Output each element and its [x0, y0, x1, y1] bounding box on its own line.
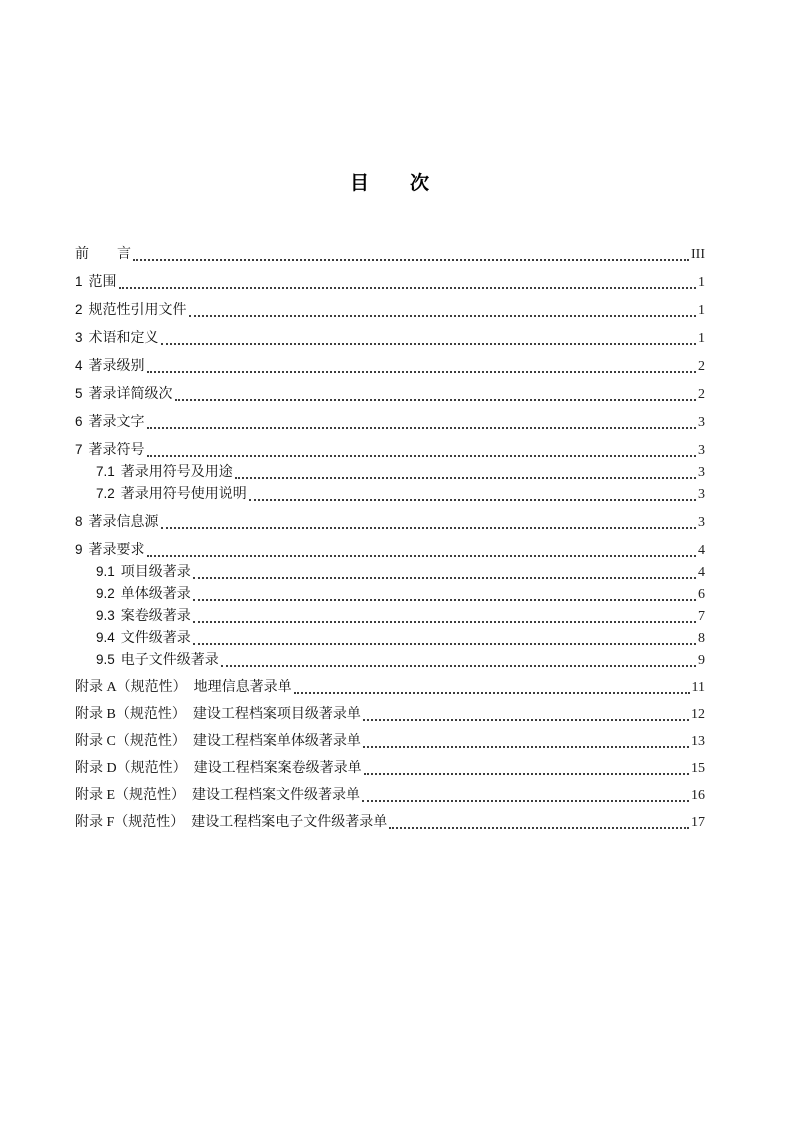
entry-label: 著录要求 [88, 543, 145, 558]
entry-page-number: 16 [691, 788, 705, 803]
toc-entry [75, 759, 705, 779]
entry-label: 项目级著录 [120, 565, 191, 580]
entry-number: 9.1 [96, 564, 115, 579]
toc-entry [75, 272, 705, 293]
entry-number: 9.2 [96, 586, 115, 601]
entry-page-number: 6 [698, 587, 705, 602]
toc-entry [75, 540, 705, 561]
entry-page-number: 3 [698, 415, 705, 430]
entry-number: 9 [75, 542, 83, 557]
entry-label: 著录文字 [88, 415, 145, 430]
toc-entry [75, 732, 705, 752]
entry-page-number: 11 [691, 680, 705, 695]
dotted-leader [133, 259, 689, 261]
toc-entry [75, 462, 705, 483]
toc-entry [75, 384, 705, 405]
entry-number: 7.1 [96, 464, 115, 479]
toc-entry [75, 484, 705, 505]
dotted-leader [363, 746, 689, 748]
toc-entry [75, 245, 705, 265]
entry-label: 著录用符号及用途 [120, 465, 233, 480]
dotted-leader [221, 665, 696, 667]
dotted-leader [189, 315, 696, 317]
entry-page-number: 3 [698, 487, 705, 502]
toc-entry [75, 813, 705, 833]
entry-number: 3 [75, 330, 83, 345]
entry-label: 附录 E（规范性） 建设工程档案文件级著录单 [75, 788, 361, 803]
entry-page-number: 12 [691, 707, 705, 722]
toc-entry [75, 628, 705, 649]
entry-label: 单体级著录 [120, 587, 191, 602]
entry-label: 附录 F（规范性） 建设工程档案电子文件级著录单 [75, 815, 388, 830]
entry-page-number: 4 [698, 565, 705, 580]
dotted-leader [193, 577, 696, 579]
entry-page-number: 9 [698, 653, 705, 668]
dotted-leader [175, 399, 696, 401]
entry-label: 前 言 [75, 247, 131, 262]
dotted-leader [193, 621, 696, 623]
dotted-leader [147, 371, 696, 373]
dotted-leader [235, 477, 696, 479]
toc-entry [75, 412, 705, 433]
entry-label: 著录信息源 [88, 515, 159, 530]
toc-entry [75, 678, 705, 698]
toc-entry [75, 705, 705, 725]
entry-label: 附录 A（规范性） 地理信息著录单 [75, 680, 292, 695]
toc-entry [75, 440, 705, 461]
entry-label: 电子文件级著录 [120, 653, 219, 668]
dotted-leader [147, 427, 696, 429]
entry-number: 5 [75, 386, 83, 401]
entry-number: 1 [75, 274, 83, 289]
entry-label: 附录 B（规范性） 建设工程档案项目级著录单 [75, 707, 361, 722]
entry-number: 8 [75, 514, 83, 529]
entry-number: 9.4 [96, 630, 115, 645]
entry-page-number: III [691, 247, 705, 262]
entry-label: 著录级别 [88, 359, 145, 374]
dotted-leader [249, 499, 696, 501]
dotted-leader [147, 555, 696, 557]
entry-label: 术语和定义 [88, 331, 159, 346]
dotted-leader [363, 719, 689, 721]
entry-label: 文件级著录 [120, 631, 191, 646]
dotted-leader [193, 599, 696, 601]
entry-page-number: 3 [698, 465, 705, 480]
entry-number: 9.3 [96, 608, 115, 623]
toc-entry [75, 584, 705, 605]
toc-entry [75, 562, 705, 583]
dotted-leader [389, 827, 689, 829]
toc-list [75, 245, 705, 833]
entry-page-number: 4 [698, 543, 705, 558]
entry-label: 附录 D（规范性） 建设工程档案案卷级著录单 [75, 761, 362, 776]
dotted-leader [119, 287, 696, 289]
toc-entry [75, 300, 705, 321]
entry-page-number: 13 [691, 734, 705, 749]
dotted-leader [362, 800, 689, 802]
entry-page-number: 1 [698, 275, 705, 290]
entry-number: 7 [75, 442, 83, 457]
entry-page-number: 2 [698, 359, 705, 374]
entry-page-number: 15 [691, 761, 705, 776]
dotted-leader [161, 527, 696, 529]
entry-number: 2 [75, 302, 83, 317]
toc-entry [75, 328, 705, 349]
entry-number: 9.5 [96, 652, 115, 667]
toc-entry [75, 512, 705, 533]
dotted-leader [294, 692, 690, 694]
entry-page-number: 1 [698, 303, 705, 318]
entry-label: 案卷级著录 [120, 609, 191, 624]
dotted-leader [364, 773, 689, 775]
entry-page-number: 3 [698, 515, 705, 530]
entry-label: 规范性引用文件 [88, 303, 187, 318]
entry-page-number: 3 [698, 443, 705, 458]
entry-number: 6 [75, 414, 83, 429]
toc-entry [75, 650, 705, 671]
entry-number: 4 [75, 358, 83, 373]
page-title: 目 次 [349, 173, 430, 194]
entry-label: 著录详简级次 [88, 387, 173, 402]
entry-page-number: 17 [691, 815, 705, 830]
dotted-leader [193, 643, 696, 645]
dotted-leader [161, 343, 696, 345]
dotted-leader [147, 455, 696, 457]
entry-label: 范围 [88, 275, 117, 290]
entry-page-number: 1 [698, 331, 705, 346]
entry-page-number: 2 [698, 387, 705, 402]
entry-page-number: 7 [698, 609, 705, 624]
toc-entry [75, 606, 705, 627]
entry-label: 著录用符号使用说明 [120, 487, 247, 502]
toc-entry [75, 356, 705, 377]
entry-page-number: 8 [698, 631, 705, 646]
entry-number: 7.2 [96, 486, 115, 501]
entry-label: 附录 C（规范性） 建设工程档案单体级著录单 [75, 734, 361, 749]
toc-entry [75, 786, 705, 806]
entry-label: 著录符号 [88, 443, 145, 458]
